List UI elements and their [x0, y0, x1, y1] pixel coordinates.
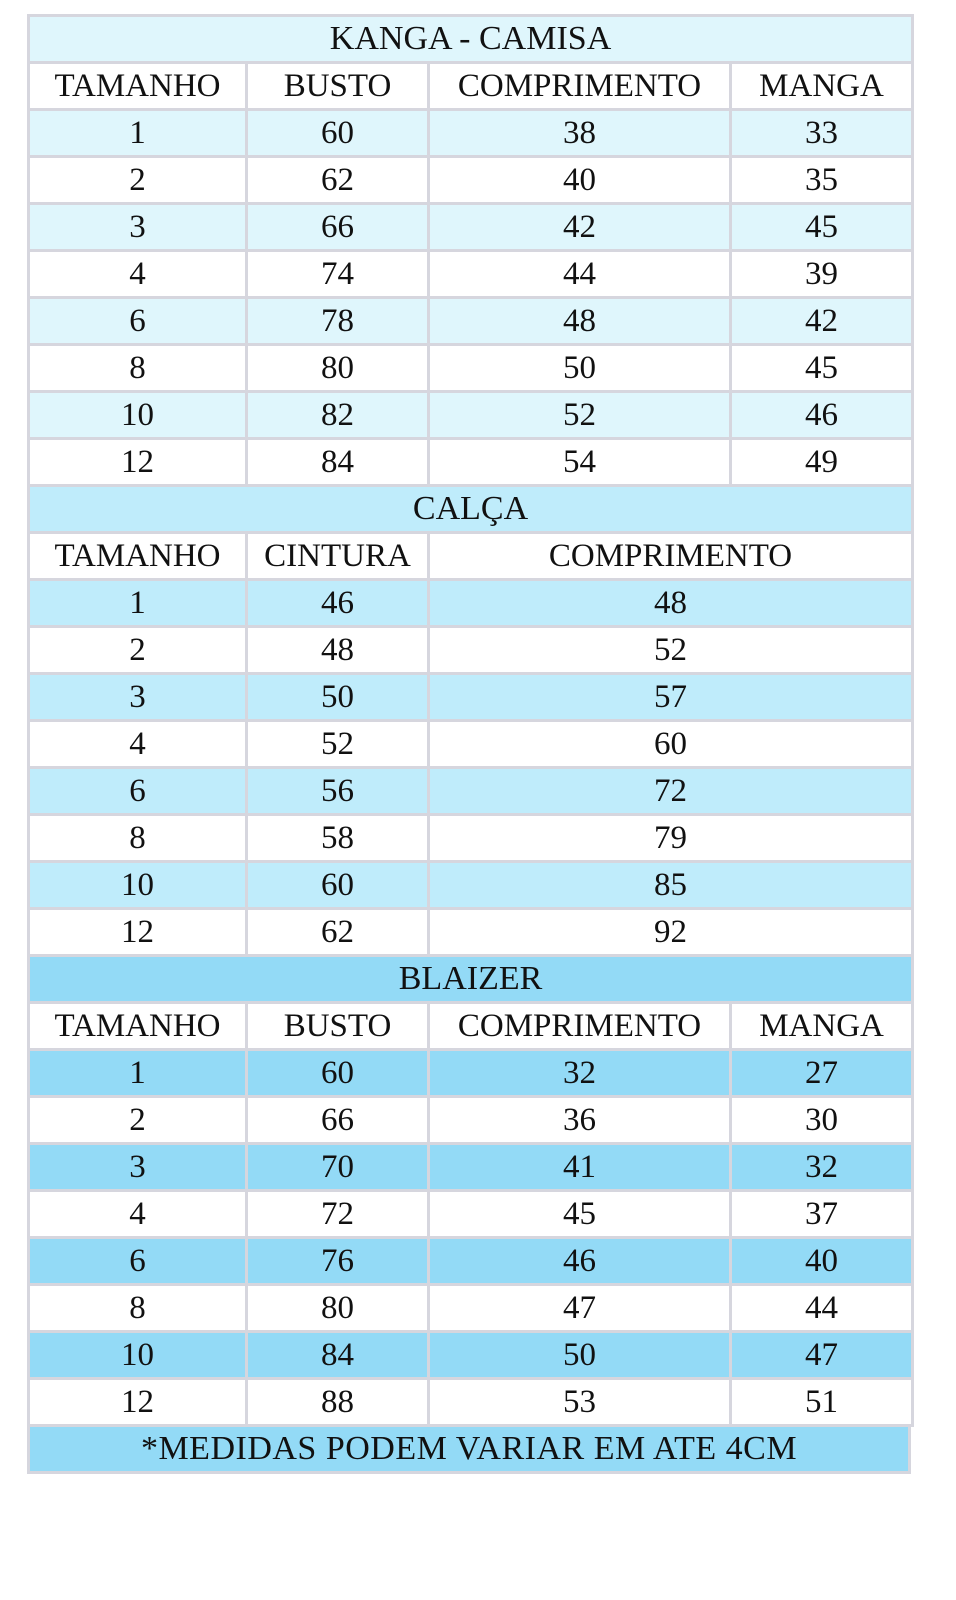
busto-cell: 66: [247, 204, 429, 251]
column-header-tamanho: TAMANHO: [29, 1003, 247, 1050]
measurement-variance-note: *MEDIDAS PODEM VARIAR EM ATE 4CM: [29, 1427, 910, 1473]
column-header-tamanho: TAMANHO: [29, 533, 247, 580]
manga-cell: 32: [731, 1144, 913, 1191]
comprimento-cell: 85: [429, 862, 913, 909]
table-row: [29, 1097, 913, 1144]
tamanho-cell: 6: [29, 768, 247, 815]
comprimento-cell: 57: [429, 674, 913, 721]
busto-cell: 82: [247, 392, 429, 439]
manga-cell: 39: [731, 251, 913, 298]
comprimento-cell: 54: [429, 439, 731, 486]
tamanho-cell: 6: [29, 298, 247, 345]
column-header-comprimento: COMPRIMENTO: [429, 1003, 731, 1050]
cintura-cell: 52: [247, 721, 429, 768]
busto-cell: 62: [247, 157, 429, 204]
tamanho-cell: 1: [29, 580, 247, 627]
tamanho-cell: 2: [29, 1097, 247, 1144]
manga-cell: 45: [731, 345, 913, 392]
size-chart: [27, 14, 911, 1474]
busto-cell: 88: [247, 1379, 429, 1426]
tamanho-cell: 4: [29, 721, 247, 768]
comprimento-cell: 53: [429, 1379, 731, 1426]
comprimento-cell: 44: [429, 251, 731, 298]
busto-cell: 72: [247, 1191, 429, 1238]
comprimento-cell: 50: [429, 1332, 731, 1379]
tamanho-cell: 10: [29, 1332, 247, 1379]
tamanho-cell: 8: [29, 815, 247, 862]
table-row: [29, 1285, 913, 1332]
column-header-busto: BUSTO: [247, 63, 429, 110]
comprimento-cell: 38: [429, 110, 731, 157]
table-row: [29, 862, 913, 909]
comprimento-cell: 47: [429, 1285, 731, 1332]
blaizer-table-title: BLAIZER: [29, 957, 913, 1003]
comprimento-cell: 32: [429, 1050, 731, 1097]
manga-cell: 46: [731, 392, 913, 439]
busto-cell: 70: [247, 1144, 429, 1191]
comprimento-cell: 42: [429, 204, 731, 251]
busto-cell: 66: [247, 1097, 429, 1144]
tamanho-cell: 6: [29, 1238, 247, 1285]
manga-cell: 35: [731, 157, 913, 204]
manga-cell: 42: [731, 298, 913, 345]
comprimento-cell: 40: [429, 157, 731, 204]
column-header-comprimento: COMPRIMENTO: [429, 63, 731, 110]
cintura-cell: 50: [247, 674, 429, 721]
table-row: [29, 110, 913, 157]
manga-cell: 51: [731, 1379, 913, 1426]
cintura-cell: 60: [247, 862, 429, 909]
busto-cell: 60: [247, 1050, 429, 1097]
cintura-cell: 58: [247, 815, 429, 862]
manga-cell: 44: [731, 1285, 913, 1332]
table-row: [29, 345, 913, 392]
comprimento-cell: 79: [429, 815, 913, 862]
cintura-cell: 62: [247, 909, 429, 956]
tamanho-cell: 2: [29, 157, 247, 204]
comprimento-cell: 50: [429, 345, 731, 392]
table-row: [29, 674, 913, 721]
comprimento-cell: 52: [429, 627, 913, 674]
tamanho-cell: 3: [29, 1144, 247, 1191]
comprimento-cell: 36: [429, 1097, 731, 1144]
comprimento-cell: 92: [429, 909, 913, 956]
busto-cell: 80: [247, 1285, 429, 1332]
tamanho-cell: 1: [29, 110, 247, 157]
table-row: [29, 1332, 913, 1379]
column-header-cintura: CINTURA: [247, 533, 429, 580]
table-row: [29, 580, 913, 627]
footer-note-table: [27, 1427, 911, 1474]
tamanho-cell: 4: [29, 251, 247, 298]
cintura-cell: 56: [247, 768, 429, 815]
calca-table-title: CALÇA: [29, 487, 913, 533]
tamanho-cell: 10: [29, 862, 247, 909]
column-header-busto: BUSTO: [247, 1003, 429, 1050]
table-row: [29, 909, 913, 956]
manga-cell: 49: [731, 439, 913, 486]
tamanho-cell: 10: [29, 392, 247, 439]
busto-cell: 78: [247, 298, 429, 345]
tamanho-cell: 1: [29, 1050, 247, 1097]
busto-cell: 76: [247, 1238, 429, 1285]
manga-cell: 45: [731, 204, 913, 251]
comprimento-cell: 46: [429, 1238, 731, 1285]
busto-cell: 60: [247, 110, 429, 157]
column-header-tamanho: TAMANHO: [29, 63, 247, 110]
comprimento-cell: 52: [429, 392, 731, 439]
column-header-manga: MANGA: [731, 63, 913, 110]
table-row: [29, 298, 913, 345]
comprimento-cell: 48: [429, 298, 731, 345]
cintura-cell: 46: [247, 580, 429, 627]
comprimento-cell: 72: [429, 768, 913, 815]
tamanho-cell: 12: [29, 439, 247, 486]
busto-cell: 84: [247, 1332, 429, 1379]
tamanho-cell: 3: [29, 204, 247, 251]
camisa-table-title: KANGA - CAMISA: [29, 16, 913, 63]
manga-cell: 47: [731, 1332, 913, 1379]
table-row: [29, 251, 913, 298]
table-row: [29, 627, 913, 674]
table-row: [29, 157, 913, 204]
comprimento-cell: 45: [429, 1191, 731, 1238]
comprimento-cell: 41: [429, 1144, 731, 1191]
tamanho-cell: 8: [29, 345, 247, 392]
manga-cell: 27: [731, 1050, 913, 1097]
table-row: [29, 1379, 913, 1426]
tamanho-cell: 8: [29, 1285, 247, 1332]
manga-cell: 37: [731, 1191, 913, 1238]
calca-size-table: [27, 487, 914, 957]
table-row: [29, 721, 913, 768]
tamanho-cell: 4: [29, 1191, 247, 1238]
table-row: [29, 1238, 913, 1285]
table-row: [29, 815, 913, 862]
table-row: [29, 392, 913, 439]
table-row: [29, 439, 913, 486]
table-row: [29, 1144, 913, 1191]
busto-cell: 74: [247, 251, 429, 298]
tamanho-cell: 2: [29, 627, 247, 674]
comprimento-cell: 48: [429, 580, 913, 627]
table-row: [29, 1191, 913, 1238]
tamanho-cell: 12: [29, 1379, 247, 1426]
tamanho-cell: 3: [29, 674, 247, 721]
comprimento-cell: 60: [429, 721, 913, 768]
camisa-size-table: [27, 14, 914, 487]
table-row: [29, 768, 913, 815]
column-header-manga: MANGA: [731, 1003, 913, 1050]
manga-cell: 33: [731, 110, 913, 157]
table-row: [29, 1050, 913, 1097]
blaizer-size-table: [27, 957, 914, 1427]
busto-cell: 80: [247, 345, 429, 392]
tamanho-cell: 12: [29, 909, 247, 956]
cintura-cell: 48: [247, 627, 429, 674]
column-header-comprimento: COMPRIMENTO: [429, 533, 913, 580]
table-row: [29, 204, 913, 251]
manga-cell: 40: [731, 1238, 913, 1285]
busto-cell: 84: [247, 439, 429, 486]
manga-cell: 30: [731, 1097, 913, 1144]
